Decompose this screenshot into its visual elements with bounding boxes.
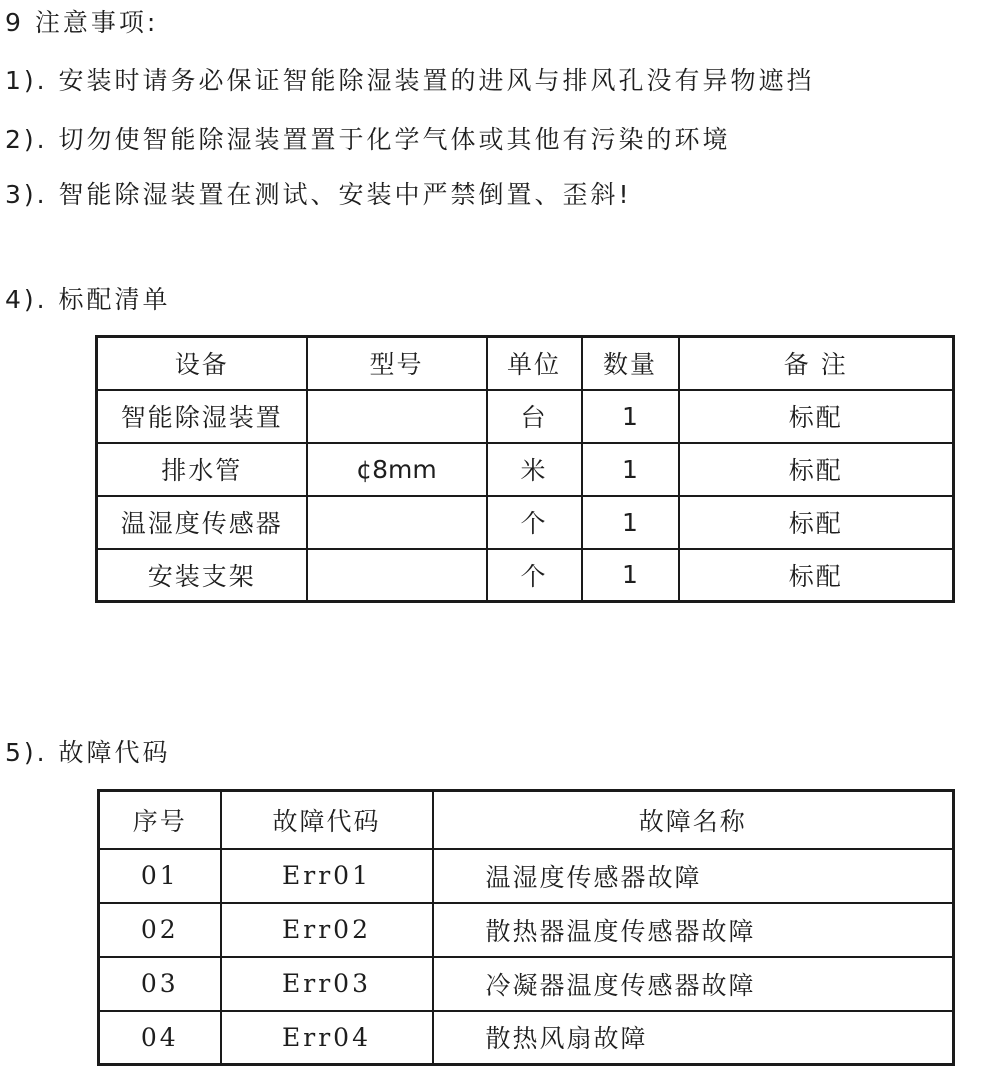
table-row (99, 1011, 954, 1065)
code-cell: Err04 (221, 1011, 433, 1065)
column-header: 故障代码 (221, 791, 433, 849)
table-row (97, 549, 954, 602)
column-header: 序号 (99, 791, 221, 849)
quantity-cell: 1 (582, 496, 679, 549)
fault-codes-heading: 5). 故障代码 (5, 738, 171, 767)
notes-title: 9 注意事项: (5, 8, 159, 37)
table-header-row (97, 337, 954, 390)
column-header: 型号 (307, 337, 487, 390)
model-cell: ¢8mm (307, 443, 487, 496)
fault-name-cell: 散热风扇故障 (433, 1011, 954, 1065)
model-cell (307, 390, 487, 443)
table-row (99, 849, 954, 903)
remark-cell: 标配 (679, 549, 954, 602)
code-cell: Err01 (221, 849, 433, 903)
code-cell: Err03 (221, 957, 433, 1011)
table-row (97, 390, 954, 443)
quantity-cell: 1 (582, 443, 679, 496)
table-row (97, 443, 954, 496)
code-cell: Err02 (221, 903, 433, 957)
device-cell: 温湿度传感器 (97, 496, 307, 549)
remark-cell: 标配 (679, 390, 954, 443)
unit-cell: 个 (487, 496, 582, 549)
packing-list-table (95, 335, 955, 603)
table-header-row (99, 791, 954, 849)
column-header: 数量 (582, 337, 679, 390)
remark-cell: 标配 (679, 443, 954, 496)
fault-codes-table (97, 789, 955, 1066)
serial-cell: 02 (99, 903, 221, 957)
note-item-3: 3). 智能除湿装置在测试、安装中严禁倒置、歪斜! (5, 180, 632, 209)
remark-cell: 标配 (679, 496, 954, 549)
table-row (97, 496, 954, 549)
table-row (99, 903, 954, 957)
unit-cell: 台 (487, 390, 582, 443)
quantity-cell: 1 (582, 549, 679, 602)
fault-name-cell: 冷凝器温度传感器故障 (433, 957, 954, 1011)
column-header: 设备 (97, 337, 307, 390)
column-header: 故障名称 (433, 791, 954, 849)
fault-name-cell: 温湿度传感器故障 (433, 849, 954, 903)
model-cell (307, 496, 487, 549)
model-cell (307, 549, 487, 602)
table-row (99, 957, 954, 1011)
device-cell: 安装支架 (97, 549, 307, 602)
packing-list-heading: 4). 标配清单 (5, 285, 171, 314)
unit-cell: 个 (487, 549, 582, 602)
fault-name-cell: 散热器温度传感器故障 (433, 903, 954, 957)
note-item-1: 1). 安装时请务必保证智能除湿装置的进风与排风孔没有异物遮挡 (5, 66, 815, 95)
serial-cell: 01 (99, 849, 221, 903)
quantity-cell: 1 (582, 390, 679, 443)
column-header: 单位 (487, 337, 582, 390)
unit-cell: 米 (487, 443, 582, 496)
serial-cell: 03 (99, 957, 221, 1011)
note-item-2: 2). 切勿使智能除湿装置置于化学气体或其他有污染的环境 (5, 125, 731, 154)
serial-cell: 04 (99, 1011, 221, 1065)
column-header: 备 注 (679, 337, 954, 390)
device-cell: 智能除湿装置 (97, 390, 307, 443)
device-cell: 排水管 (97, 443, 307, 496)
